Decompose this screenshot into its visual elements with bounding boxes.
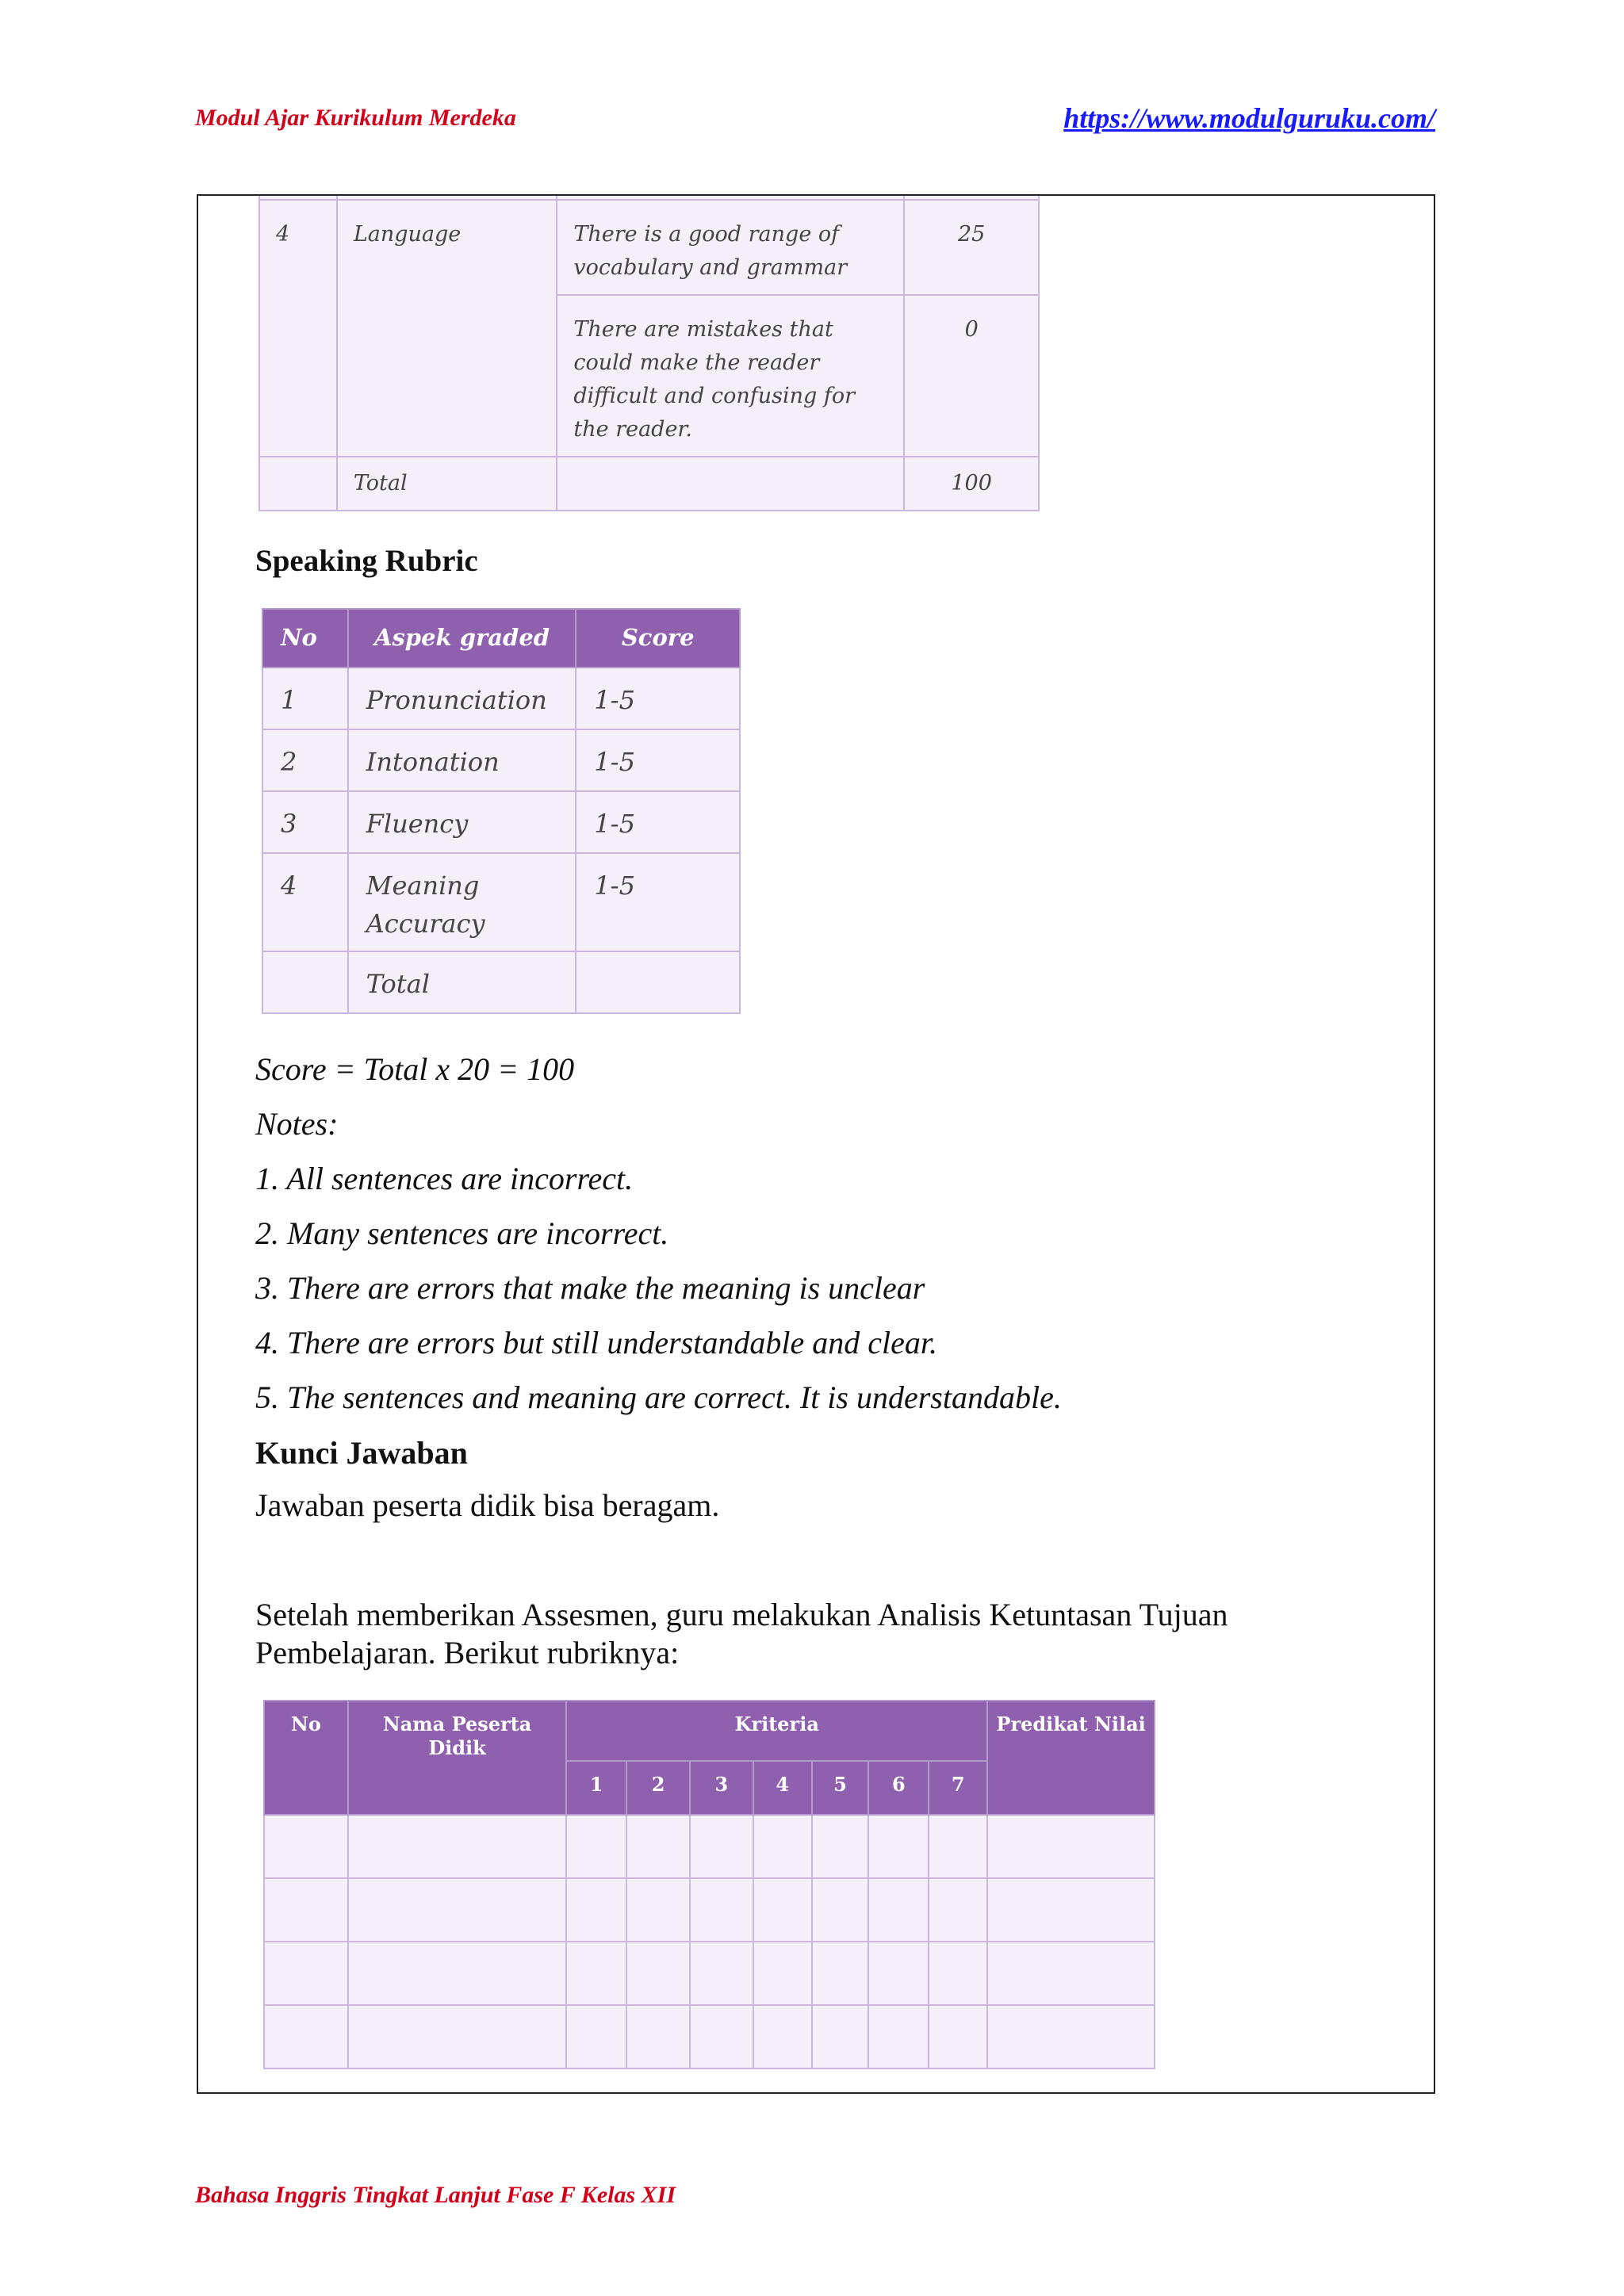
score-cell: 1-5: [576, 853, 740, 951]
col-header-name: Nama Peserta Didik: [348, 1701, 566, 1815]
row-number: 4: [262, 853, 348, 951]
table-row: [262, 853, 740, 951]
note-item: 3. There are errors that make the meaning is unclear: [255, 1270, 925, 1306]
score-cell: 1-5: [576, 668, 740, 729]
note-item: 1. All sentences are incorrect.: [255, 1161, 634, 1196]
table-row: [262, 729, 740, 791]
answer-key-text: Jawaban peserta didik bisa beragam.: [255, 1487, 720, 1523]
answer-key-title: Kunci Jawaban: [255, 1435, 468, 1471]
criteria-cell: There are mistakes that could make the reader difficult and confusing for the reader.: [557, 295, 904, 457]
writing-rubric-table: [259, 194, 1040, 511]
col-header-aspect: Aspek graded: [348, 609, 576, 668]
header-module-title: Modul Ajar Kurikulum Merdeka: [195, 105, 516, 131]
header-website-link[interactable]: https://www.modulguruku.com/: [1063, 102, 1435, 134]
row-number: 4: [259, 200, 337, 457]
criteria-number: 3: [690, 1761, 753, 1815]
total-score: 100: [904, 457, 1039, 511]
col-header-criteria: Kriteria: [566, 1701, 987, 1761]
criteria-number: 6: [868, 1761, 929, 1815]
table-row: [264, 1815, 1155, 1878]
criteria-number: 4: [753, 1761, 812, 1815]
footer-course-title: Bahasa Inggris Tingkat Lanjut Fase F Kelas XII: [195, 2182, 676, 2208]
table-header-row: [262, 609, 740, 668]
aspect-cell: Meaning Accuracy: [348, 853, 576, 951]
criteria-number: 1: [566, 1761, 626, 1815]
table-row: [259, 200, 1039, 295]
total-row: [259, 457, 1039, 511]
criteria-number: 7: [929, 1761, 987, 1815]
aspect-cell: Language: [337, 200, 557, 457]
col-header-score: Score: [576, 609, 740, 668]
table-row: [262, 791, 740, 853]
note-item: 2. Many sentences are incorrect.: [255, 1215, 669, 1251]
total-row: [262, 951, 740, 1013]
content-frame: [197, 194, 1435, 2094]
score-cell: 1-5: [576, 791, 740, 853]
notes-label: Notes:: [255, 1106, 339, 1142]
criteria-number: 5: [812, 1761, 869, 1815]
table-row: [264, 2005, 1155, 2068]
note-item: 5. The sentences and meaning are correct. It is understandable.: [255, 1380, 1062, 1415]
table-row: [264, 1878, 1155, 1942]
col-header-no: No: [262, 609, 348, 668]
row-number: 3: [262, 791, 348, 853]
table-row: [262, 668, 740, 729]
aspect-cell: Pronunciation: [348, 668, 576, 729]
criteria-number: 2: [626, 1761, 690, 1815]
note-item: 4. There are errors but still understandable and clear.: [255, 1325, 937, 1360]
speaking-rubric-title: Speaking Rubric: [255, 544, 478, 578]
speaking-rubric-table: [262, 608, 741, 1014]
row-number: 2: [262, 729, 348, 791]
total-label: Total: [337, 457, 557, 511]
col-header-predicate: Predikat Nilai: [987, 1701, 1155, 1815]
table-header-row: [264, 1701, 1155, 1761]
row-number: 1: [262, 668, 348, 729]
aspect-cell: Fluency: [348, 791, 576, 853]
analysis-table: [263, 1700, 1155, 2069]
total-label: Total: [348, 951, 576, 1013]
score-cell: 0: [904, 295, 1039, 457]
aspect-cell: Intonation: [348, 729, 576, 791]
analysis-intro: Setelah memberikan Assesmen, guru melakukan Analisis Ketuntasan Tujuan Pembelajaran. Berikut rubriknya:: [255, 1597, 1228, 1670]
score-cell: 25: [904, 200, 1039, 295]
criteria-cell: There is a good range of vocabulary and grammar: [557, 200, 904, 295]
score-cell: 1-5: [576, 729, 740, 791]
col-header-no: No: [264, 1701, 348, 1815]
score-formula: Score = Total x 20 = 100: [255, 1051, 575, 1087]
table-row: [264, 1942, 1155, 2005]
